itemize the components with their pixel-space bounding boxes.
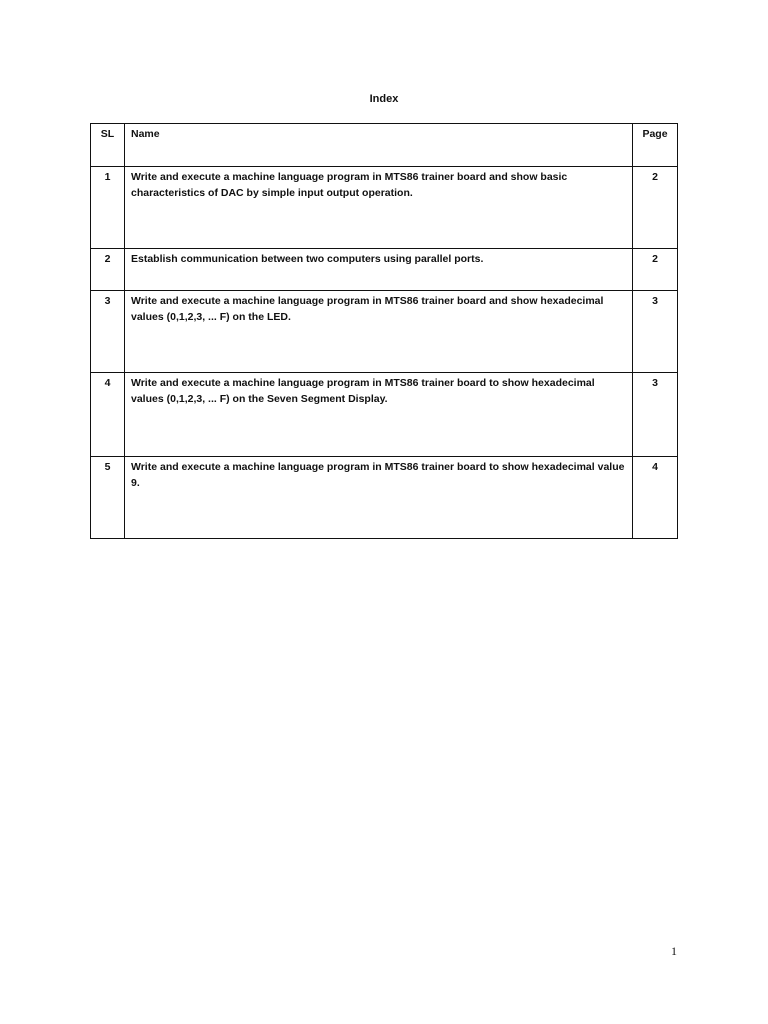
row-sl: 1	[104, 171, 111, 183]
row-sl: 3	[104, 295, 111, 307]
row-page-cell	[633, 291, 678, 373]
table-row	[91, 291, 678, 373]
table-row	[91, 457, 678, 539]
index-table	[90, 123, 678, 539]
row-sl-cell	[91, 457, 125, 539]
row-name-cell	[125, 457, 633, 539]
row-name: Establish communication between two computers using parallel ports.	[131, 253, 484, 265]
table-row	[91, 373, 678, 457]
row-sl: 5	[104, 461, 111, 473]
row-sl: 4	[104, 377, 111, 389]
header-sl-label: SL	[100, 128, 115, 140]
page-number: 1	[671, 944, 677, 958]
table-row	[91, 167, 678, 249]
header-page	[633, 124, 678, 167]
header-name-label: Name	[131, 128, 160, 140]
row-page-cell	[633, 457, 678, 539]
row-sl: 2	[104, 253, 111, 265]
row-name: Write and execute a machine language program in MTS86 trainer board to show hexadecimal value 9.	[131, 461, 625, 489]
row-page: 2	[652, 171, 658, 183]
row-page: 4	[652, 461, 658, 473]
row-sl-cell	[91, 167, 125, 249]
row-page: 2	[652, 253, 658, 265]
row-name-cell	[125, 291, 633, 373]
header-sl	[91, 124, 125, 167]
table-header-row	[91, 124, 678, 167]
row-page-cell	[633, 249, 678, 291]
row-page: 3	[652, 295, 658, 307]
header-name	[125, 124, 633, 167]
row-name: Write and execute a machine language program in MTS86 trainer board and show basic characteristics of DAC by simple input output operation.	[131, 171, 568, 199]
row-page: 3	[652, 377, 658, 389]
row-name: Write and execute a machine language program in MTS86 trainer board to show hexadecimal values (0,1,2,3, ... F) on the Seven Segment Display.	[131, 377, 595, 405]
table-row	[91, 249, 678, 291]
page-title: Index	[369, 93, 399, 105]
row-name-cell	[125, 167, 633, 249]
row-name: Write and execute a machine language program in MTS86 trainer board and show hexadecimal values (0,1,2,3, ... F) on the LED.	[131, 295, 604, 323]
row-sl-cell	[91, 373, 125, 457]
row-page-cell	[633, 167, 678, 249]
row-page-cell	[633, 373, 678, 457]
row-sl-cell	[91, 249, 125, 291]
header-page-label: Page	[642, 128, 668, 140]
row-name-cell	[125, 373, 633, 457]
row-name-cell	[125, 249, 633, 291]
row-sl-cell	[91, 291, 125, 373]
